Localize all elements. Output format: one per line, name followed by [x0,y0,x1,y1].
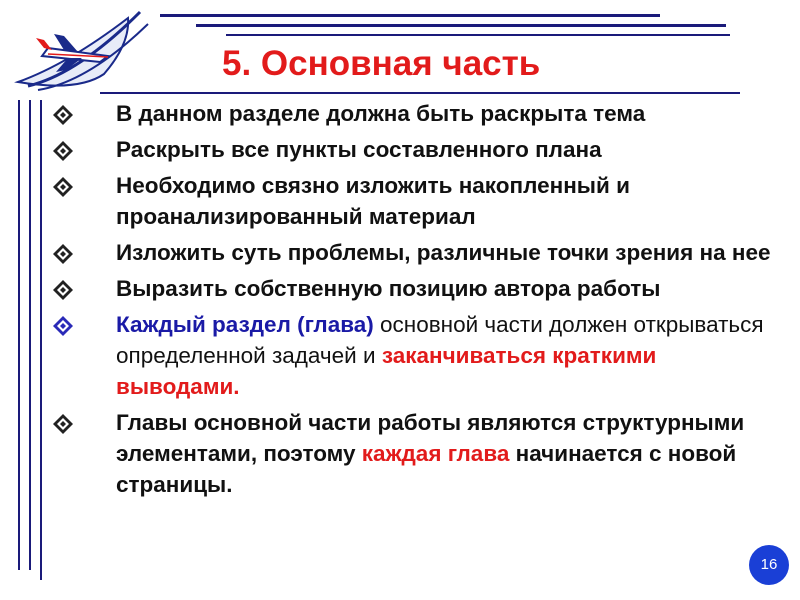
left-rule-1 [18,100,20,570]
slide-title: 5. Основная часть [222,44,541,83]
bullet-text: Главы основной части работы являются структурными элементами, поэтому [116,410,745,466]
bullet-item [52,309,772,402]
title-underline [100,92,740,94]
bullet-text-highlight-blue: Каждый раздел (глава) [116,312,374,337]
top-rule-1 [160,14,660,17]
airplane-book-logo-icon [8,4,158,99]
bullet-item [52,237,772,268]
bullet-text: Выразить собственную позицию автора работы [116,276,661,301]
diamond-bullet-icon [52,104,74,126]
left-rule-2 [29,100,31,570]
bullet-text: Необходимо связно изложить накопленный и проанализированный материал [116,173,630,229]
bullet-text: начинается с новой страницы. [116,441,737,497]
bullet-text: Изложить суть проблемы, различные точки зрения на нее [116,240,771,265]
top-rule-3 [226,34,730,36]
diamond-bullet-icon [52,243,74,265]
diamond-bullet-blue-icon [52,315,74,337]
diamond-bullet-icon [52,279,74,301]
top-rule-2 [196,24,726,27]
page-number-badge: 16 [749,545,789,585]
bullet-item [52,134,772,165]
diamond-bullet-icon [52,140,74,162]
bullet-item [52,170,772,232]
bullet-item [52,98,772,129]
bullet-text-highlight-red: каждая глава [361,441,510,466]
diamond-bullet-icon [52,413,74,435]
bullet-text-highlight-red: заканчиваться краткими выводами. [116,343,657,399]
bullet-item [52,273,772,304]
bullet-text: Раскрыть все пункты составленного плана [116,137,602,162]
left-rule-3 [40,100,42,580]
bullet-text: В данном разделе должна быть раскрыта тема [116,101,646,126]
bullet-item [52,407,772,500]
diamond-bullet-icon [52,176,74,198]
bullet-list [52,98,772,505]
bullet-text: основной части должен открываться определенной задачей и [116,312,764,368]
